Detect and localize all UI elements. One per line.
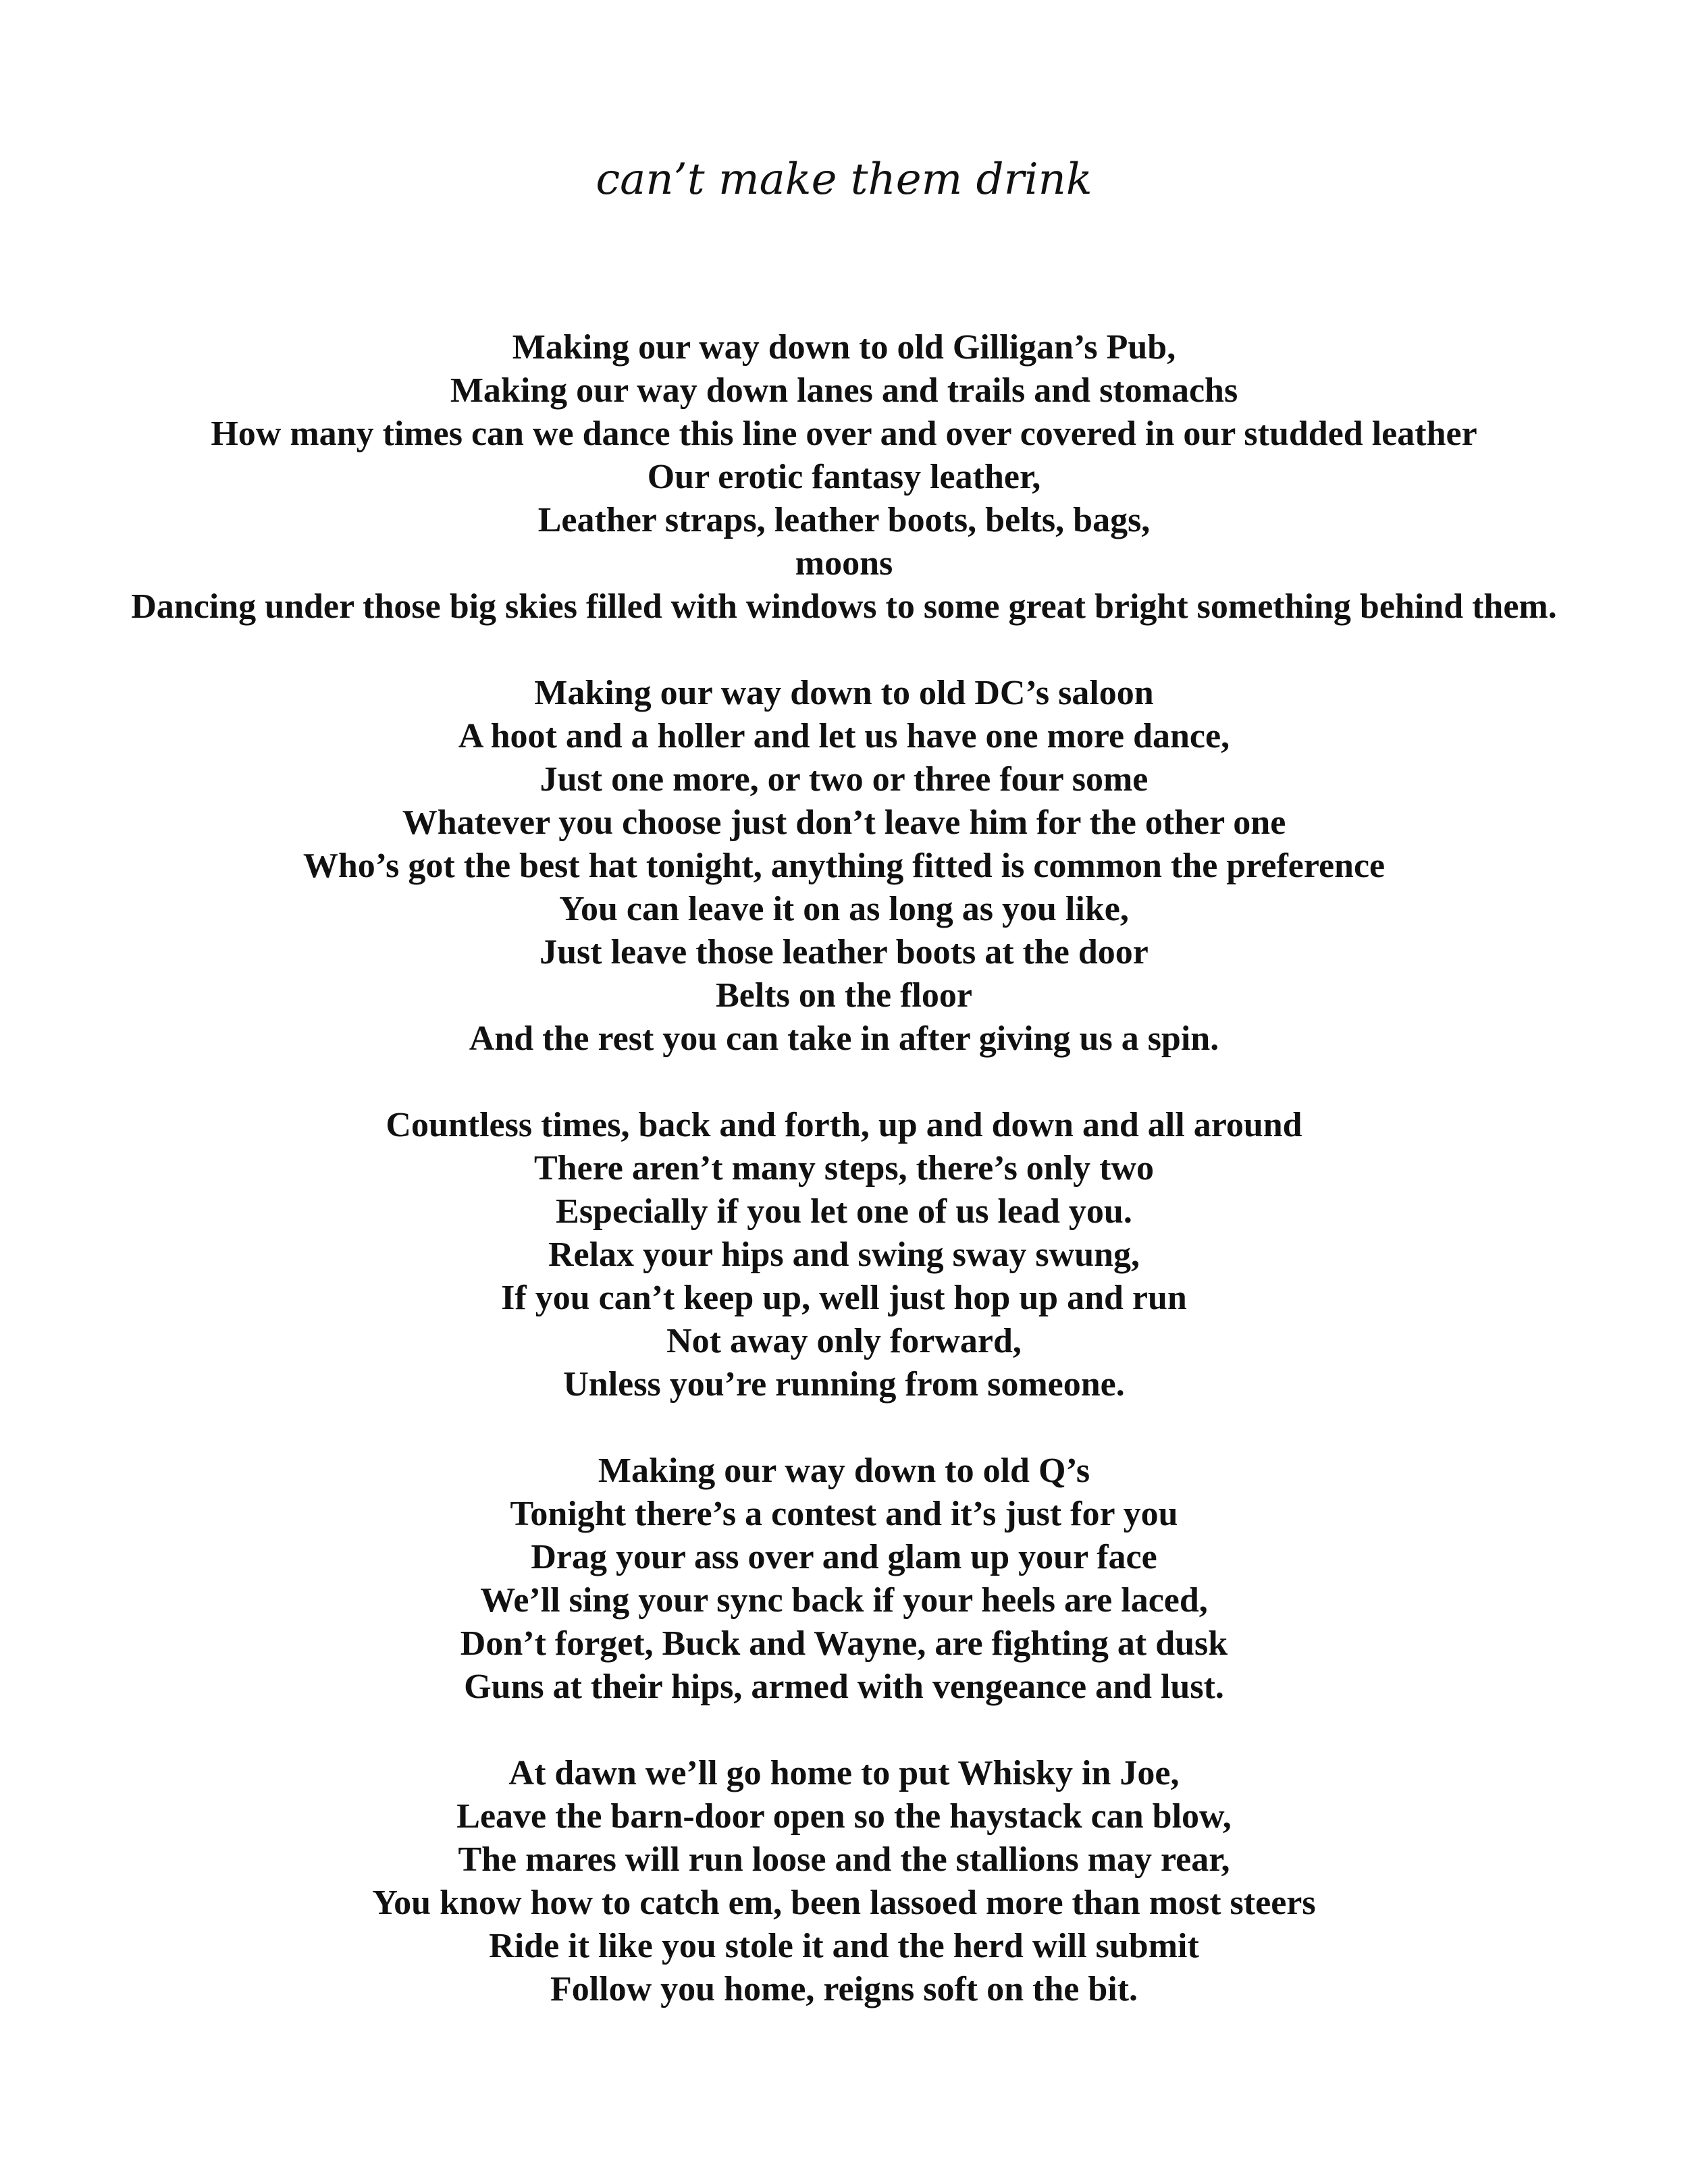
poem-line: Unless you’re running from someone.	[563, 1365, 1125, 1404]
poem-line: Relax your hips and swing sway swung,	[548, 1235, 1140, 1274]
poem-line: Making our way down to old Gilligan’s Pub,	[512, 328, 1176, 367]
poem-line: moons	[795, 544, 893, 583]
poem-line: You know how to catch em, been lassoed more than most steers	[372, 1884, 1316, 1922]
poem-line: Follow you home, reigns soft on the bit.	[550, 1970, 1138, 2008]
poem-line: Whatever you choose just don’t leave him for the other one	[402, 803, 1286, 842]
poem-line: A hoot and a holler and let us have one more dance,	[458, 717, 1230, 755]
poem-line: Ride it like you stole it and the herd will submit	[489, 1927, 1199, 1965]
poem-line: Belts on the floor	[716, 976, 972, 1015]
poem-line: And the rest you can take in after giving us a spin.	[469, 1019, 1219, 1058]
poem-line: Dancing under those big skies filled with windows to some great bright something behind them.	[131, 587, 1557, 626]
stanza-5	[0, 1752, 1688, 2011]
poem-line: If you can’t keep up, well just hop up and run	[501, 1279, 1187, 1317]
poem-line: Don’t forget, Buck and Wayne, are fighting at dusk	[460, 1624, 1228, 1663]
poem-line: Making our way down to old Q’s	[598, 1451, 1090, 1490]
poem-line: Drag your ass over and glam up your face	[531, 1538, 1157, 1576]
stanza-4	[0, 1449, 1688, 1709]
poem-line: We’ll sing your sync back if your heels are laced,	[480, 1581, 1208, 1620]
poem-line: Just one more, or two or three four some	[539, 760, 1149, 799]
poem-line: Leather straps, leather boots, belts, bags,	[537, 501, 1151, 539]
poem-line: You can leave it on as long as you like,	[559, 890, 1129, 928]
poem-line: Our erotic fantasy leather,	[647, 458, 1041, 496]
poem-line: Who’s got the best hat tonight, anything fitted is common the preference	[302, 847, 1386, 885]
poem-line: Tonight there’s a contest and it’s just for you	[510, 1495, 1178, 1533]
poem-line: Making our way down to old DC’s saloon	[534, 674, 1154, 712]
stanza-1	[0, 326, 1688, 629]
stanza-3	[0, 1104, 1688, 1406]
poem-body	[0, 326, 1688, 2054]
poem-title: can’t make them drink	[596, 155, 1092, 205]
poem-line: Guns at their hips, armed with vengeance and lust.	[464, 1668, 1224, 1706]
poem-line: Just leave those leather boots at the door	[539, 933, 1149, 971]
poem-line: Making our way down lanes and trails and stomachs	[450, 371, 1238, 410]
poem-line: Countless times, back and forth, up and down and all around	[386, 1106, 1302, 1144]
stanza-2	[0, 672, 1688, 1061]
poem-line: How many times can we dance this line over and over covered in our studded leather	[211, 415, 1477, 453]
poem-line: Especially if you let one of us lead you.	[556, 1192, 1132, 1231]
poem-line: Not away only forward,	[666, 1322, 1022, 1360]
poem-line: There aren’t many steps, there’s only two	[533, 1149, 1155, 1188]
poem-line: Leave the barn-door open so the haystack can blow,	[456, 1797, 1232, 1836]
poem-line: At dawn we’ll go home to put Whisky in Joe,	[508, 1754, 1180, 1792]
poem-line: The mares will run loose and the stallions may rear,	[458, 1840, 1230, 1879]
